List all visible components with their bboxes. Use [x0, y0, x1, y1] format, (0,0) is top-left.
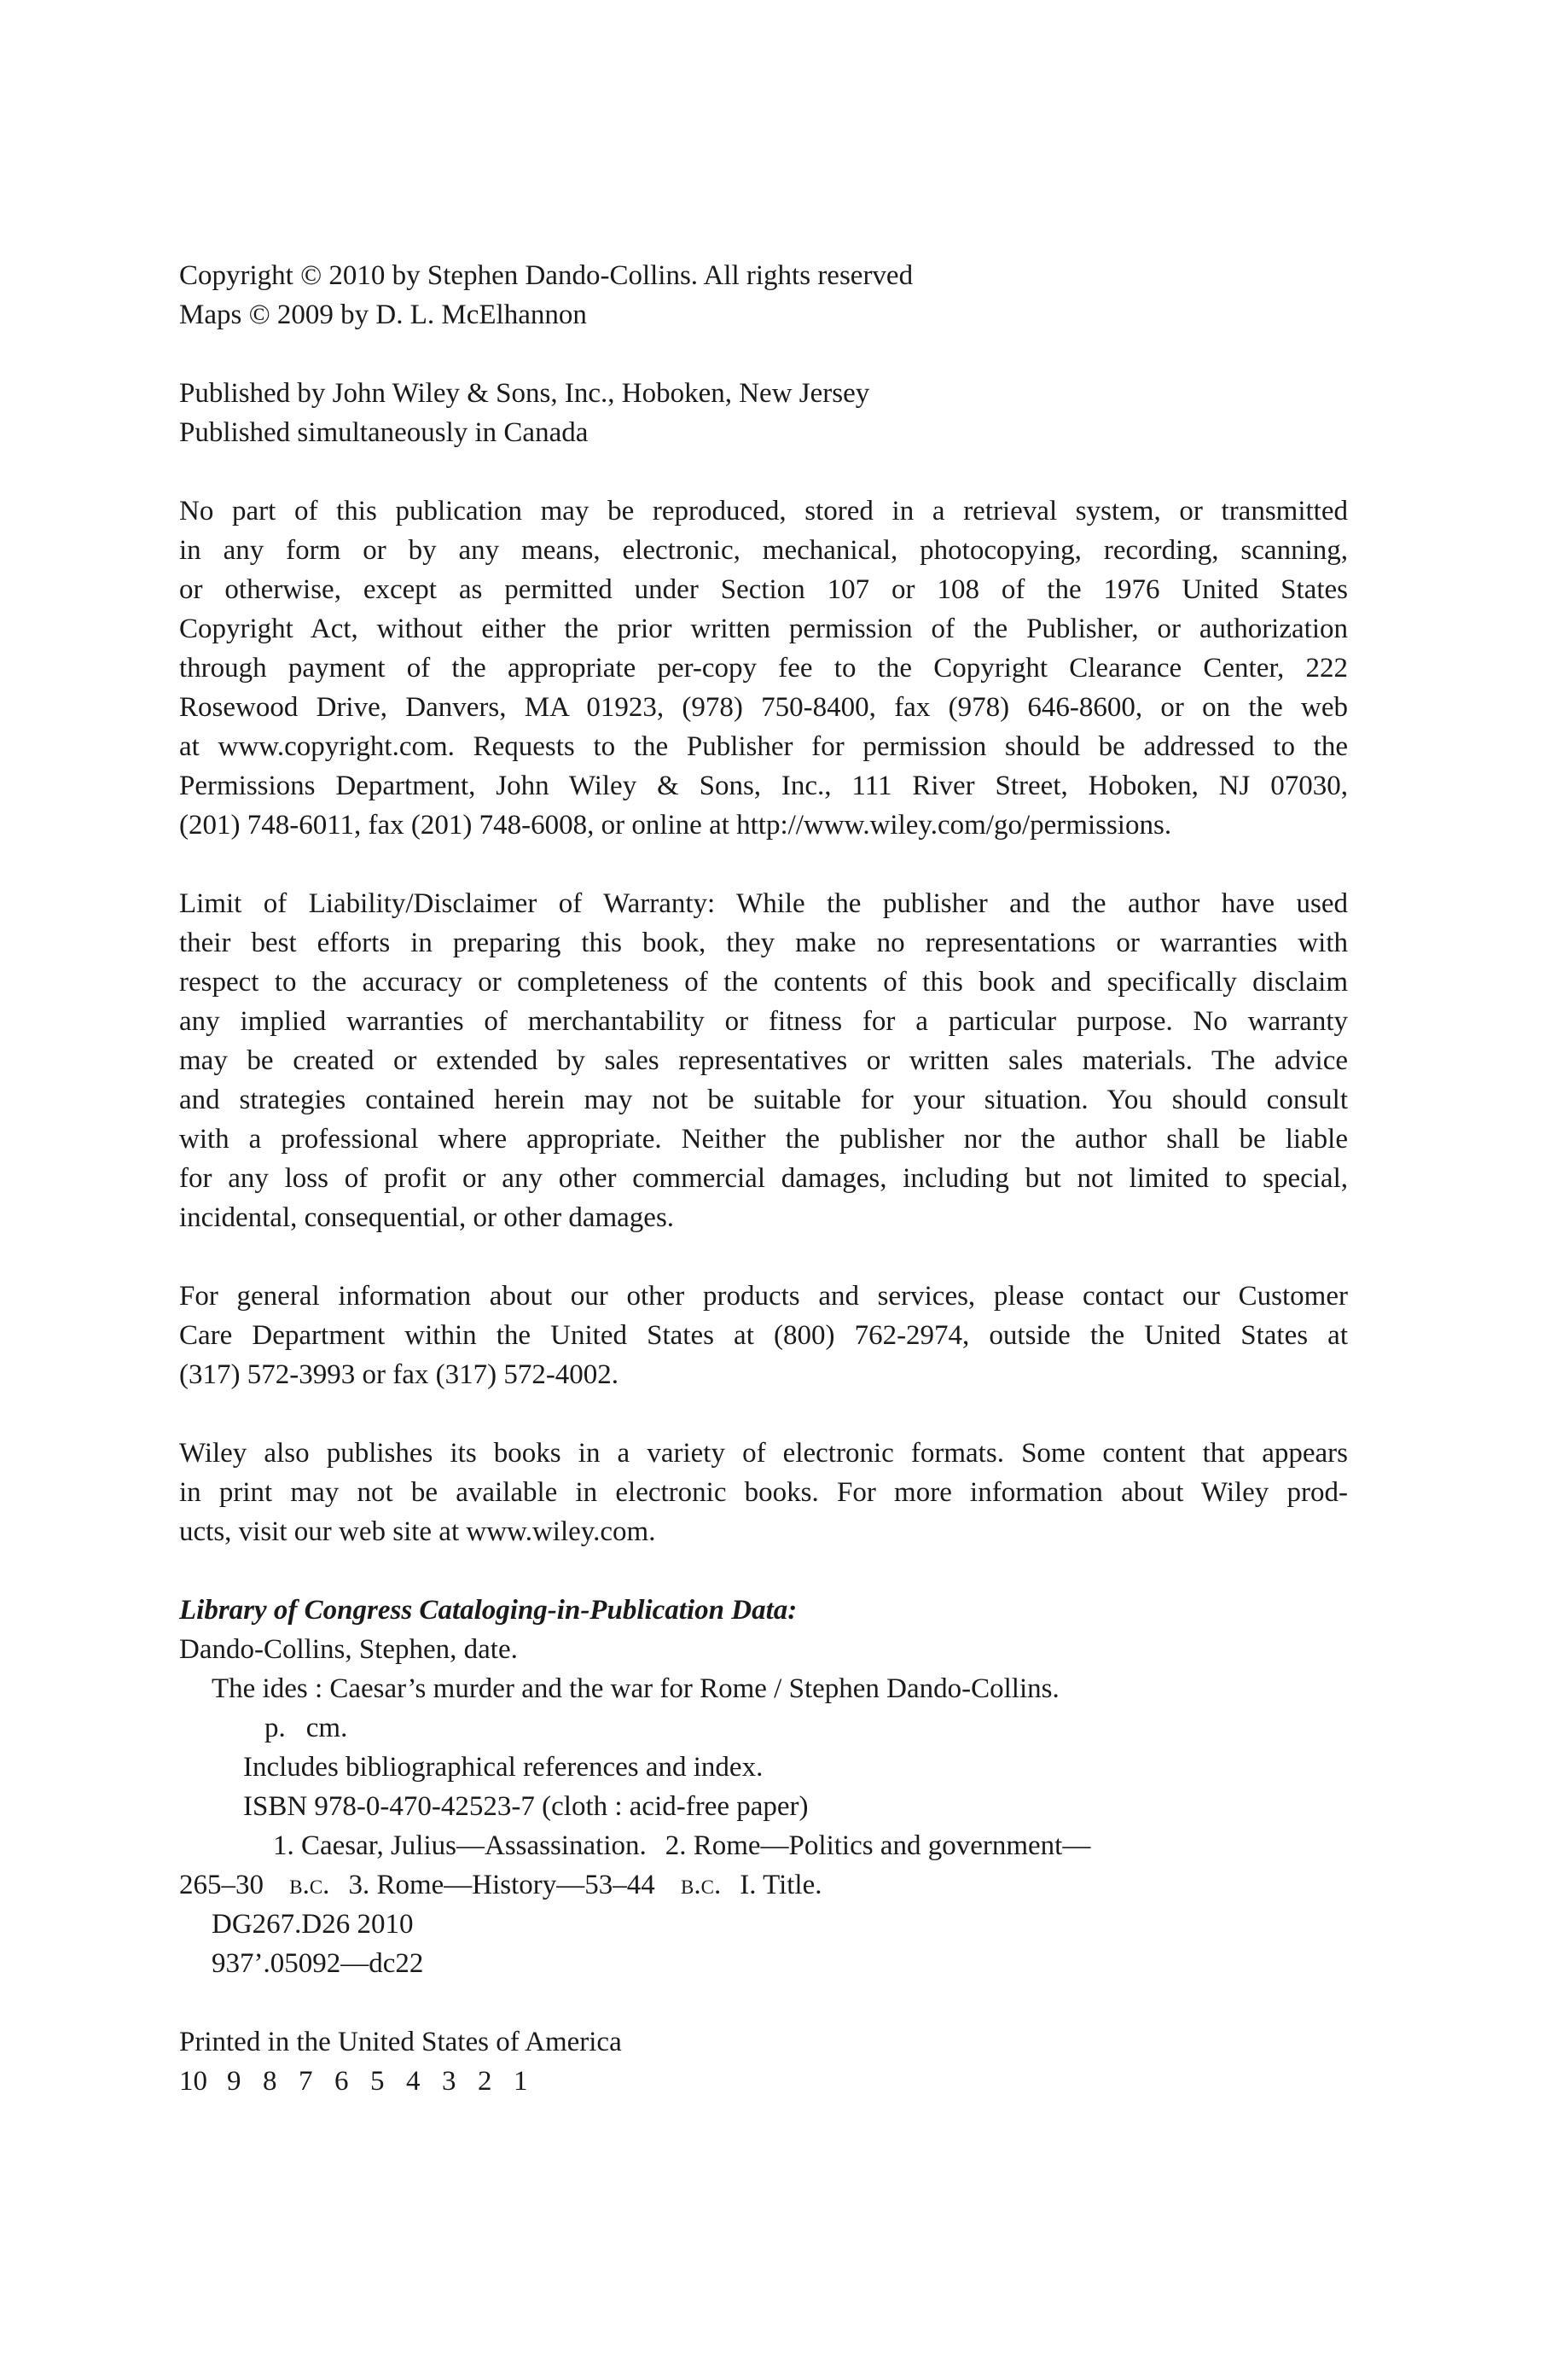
- cip-subject-2: 2. Rome—Politics and government—: [665, 1830, 1091, 1861]
- print-number: 4: [406, 2066, 421, 2097]
- copyright-block: [179, 256, 1348, 335]
- cip-heading: Library of Congress Cataloging-in-Publication Data:: [179, 1595, 798, 1626]
- info-paragraph: [179, 1277, 1348, 1394]
- cip-block: [179, 1591, 1348, 1983]
- paragraph-line: ucts, visit our web site at www.wiley.com.: [179, 1516, 656, 1547]
- canada-line: Published simultaneously in Canada: [179, 417, 589, 448]
- publisher-block: [179, 374, 1348, 452]
- paragraph-line: for any loss of profit or any other commercial damages, including but not limited to special,: [179, 1163, 1348, 1194]
- paragraph-line: For general information about our other products and services, please contact our Customer: [179, 1281, 1348, 1312]
- paragraph-line: Copyright Act, without either the prior written permission of the Publisher, or authorization: [179, 614, 1348, 644]
- print-number: 6: [334, 2066, 349, 2097]
- cip-subject-2-dates: [179, 1870, 329, 1900]
- paragraph-line: (317) 572-3993 or fax (317) 572-4002.: [179, 1359, 619, 1390]
- formats-paragraph: [179, 1434, 1348, 1551]
- cip-isbn: ISBN 978-0-470-42523-7 (cloth : acid-free paper): [243, 1791, 809, 1822]
- paragraph-line: Limit of Liability/Disclaimer of Warranty: While the publisher and the author have used: [179, 888, 1348, 919]
- print-number: 10: [179, 2066, 207, 2097]
- cip-note: Includes bibliographical references and index.: [243, 1752, 764, 1783]
- print-number: 5: [370, 2066, 385, 2097]
- paragraph-line: Care Department within the United States at (800) 762-2974, outside the United States at: [179, 1320, 1348, 1351]
- print-number: 8: [263, 2066, 277, 2097]
- paragraph-line: (201) 748-6011, fax (201) 748-6008, or online at http://www.wiley.com/go/permissions.: [179, 810, 1172, 841]
- paragraph-line: at www.copyright.com. Requests to the Publisher for permission should be addressed to the: [179, 731, 1348, 762]
- paragraph-line: any implied warranties of merchantability or fitness for a particular purpose. No warranty: [179, 1006, 1348, 1037]
- cip-subjects: [179, 1826, 1348, 1865]
- printed-line: Printed in the United States of America: [179, 2027, 622, 2057]
- paragraph-line: may be created or extended by sales representatives or written sales materials. The advice: [179, 1045, 1348, 1076]
- cip-date-range: 265–30: [179, 1870, 271, 1900]
- copyright-page: [179, 256, 1348, 2101]
- print-number: 9: [227, 2066, 241, 2097]
- paragraph-line: or otherwise, except as permitted under Section 107 or 108 of the 1976 United States: [179, 574, 1348, 605]
- cip-dewey: 937’.05092—dc22: [212, 1948, 424, 1979]
- paragraph-line: their best efforts in preparing this book, they make no representations or warranties with: [179, 928, 1348, 958]
- print-number: 7: [299, 2066, 313, 2097]
- maps-copyright-line: Maps © 2009 by D. L. McElhannon: [179, 300, 587, 330]
- cip-subject-3: [348, 1870, 721, 1900]
- cip-subject-3-text: 3. Rome—History—53–44: [348, 1870, 663, 1900]
- paragraph-line: respect to the accuracy or completeness of the contents of this book and specifically disclaim: [179, 967, 1348, 998]
- cip-lc-class: DG267.D26 2010: [212, 1909, 414, 1940]
- cip-subject-1: 1. Caesar, Julius—Assassination.: [273, 1830, 647, 1861]
- paragraph-line: and strategies contained herein may not be suitable for your situation. You should consult: [179, 1085, 1348, 1115]
- paragraph-line: Rosewood Drive, Danvers, MA 01923, (978) 750-8400, fax (978) 646-8600, or on the web: [179, 692, 1348, 723]
- cip-title: The ides : Caesar’s murder and the war for Rome / Stephen Dando-Collins.: [212, 1673, 1060, 1704]
- print-number: 1: [514, 2066, 528, 2097]
- paragraph-line: No part of this publication may be reproduced, stored in a retrieval system, or transmitted: [179, 496, 1348, 527]
- printing-block: [179, 2022, 1348, 2101]
- publisher-line: Published by John Wiley & Sons, Inc., Hoboken, New Jersey: [179, 378, 870, 409]
- paragraph-line: through payment of the appropriate per-copy fee to the Copyright Clearance Center, 222: [179, 653, 1348, 684]
- paragraph-line: in print may not be available in electronic books. For more information about Wiley prod-: [179, 1477, 1348, 1508]
- cip-physical: [179, 1708, 1348, 1748]
- paragraph-line: Permissions Department, John Wiley & Sons, Inc., 111 River Street, Hoboken, NJ 07030,: [179, 771, 1348, 801]
- paragraph-line: in any form or by any means, electronic, mechanical, photocopying, recording, scanning,: [179, 535, 1348, 566]
- paragraph-line: with a professional where appropriate. Neither the publisher nor the author shall be liable: [179, 1124, 1348, 1155]
- printing-numbers: [179, 2062, 1348, 2101]
- cip-title-entry: I. Title.: [740, 1870, 822, 1900]
- cip-era: b.c.: [289, 1870, 330, 1900]
- cip-subjects-continued: [179, 1865, 1348, 1905]
- liability-paragraph: [179, 884, 1348, 1237]
- cip-pages: p.: [264, 1713, 286, 1743]
- cip-author: Dando-Collins, Stephen, date.: [179, 1634, 518, 1665]
- cip-size: cm.: [305, 1713, 348, 1743]
- print-number: 2: [478, 2066, 492, 2097]
- paragraph-line: incidental, consequential, or other damages.: [179, 1202, 675, 1233]
- print-number: 3: [442, 2066, 456, 2097]
- cip-era: b.c.: [681, 1870, 722, 1900]
- rights-paragraph: [179, 492, 1348, 845]
- copyright-line: Copyright © 2010 by Stephen Dando-Collins. All rights reserved: [179, 260, 914, 291]
- paragraph-line: Wiley also publishes its books in a variety of electronic formats. Some content that appears: [179, 1438, 1348, 1469]
